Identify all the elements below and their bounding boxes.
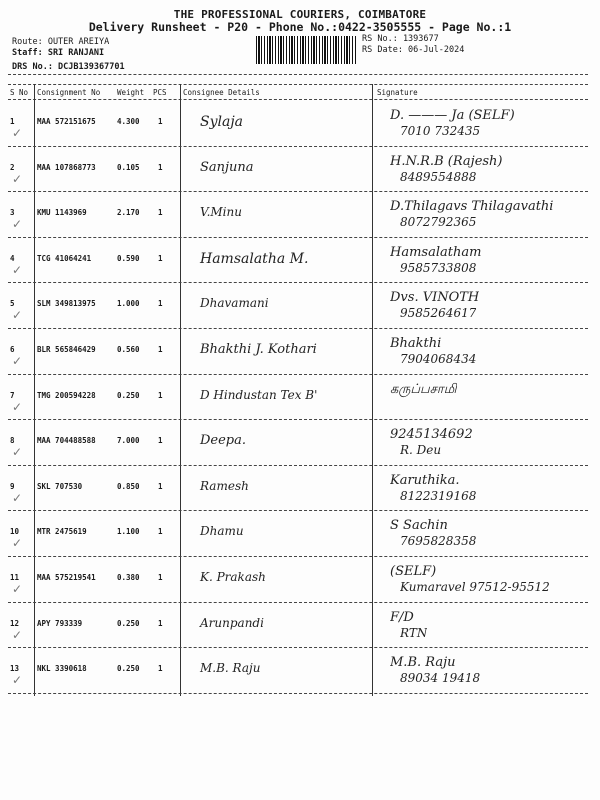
row-pcs: 1 [158, 162, 163, 172]
check-mark-icon: ✓ [12, 673, 23, 688]
row-weight: 1.000 [117, 299, 140, 309]
row-consignee-name: Hamsalatha M. [200, 250, 309, 267]
row-signature: M.B. Raju [390, 655, 456, 671]
row-sno: 11 [10, 573, 20, 582]
staff-text: Staff: SRI RANJANI [12, 48, 105, 58]
row-divider [8, 146, 588, 147]
row-consignee-name: Bhakthi J. Kothari [200, 342, 317, 357]
row-consignee-name: V.Minu [200, 205, 242, 220]
row-weight: 0.590 [117, 253, 140, 263]
row-signature-phone: R. Deu [400, 443, 442, 458]
row-consignment-no: TCG 41064241 [37, 253, 92, 263]
col-header-signature: Signature [377, 88, 418, 97]
row-consignee-name: K. Prakash [200, 570, 266, 584]
check-mark-icon: ✓ [12, 308, 23, 323]
col-header-sno: S No [10, 88, 29, 97]
row-signature-phone: 7904068434 [400, 352, 477, 366]
col-header-consignment: Consignment No [37, 88, 101, 97]
row-sno: 1 [10, 117, 15, 126]
row-signature: D.Thilagavs Thilagavathi [390, 199, 554, 215]
runsheet-subtitle: Delivery Runsheet - P20 - Phone No.:0422-3505555 - Page No.:1 [88, 20, 512, 34]
row-consignee-name: D Hindustan Tex B' [200, 387, 318, 402]
row-divider [8, 556, 588, 557]
row-divider [8, 510, 588, 511]
check-mark-icon: ✓ [12, 217, 23, 232]
row-divider [8, 419, 588, 420]
row-divider [8, 693, 588, 694]
row-signature: H.N.R.B (Rajesh) [390, 153, 503, 169]
row-sno: 13 [10, 664, 20, 674]
row-divider [8, 237, 588, 238]
drs-number: DRS No.: DCJB139367701 [12, 62, 125, 72]
check-mark-icon: ✓ [12, 627, 23, 642]
column-rule [34, 84, 35, 696]
row-sno: 10 [10, 527, 20, 537]
barcode-image [256, 36, 356, 64]
row-divider [8, 282, 588, 283]
row-consignment-no: NKL 3390618 [37, 664, 87, 674]
row-signature-phone: 7010 732435 [400, 124, 481, 138]
row-consignment-no: BLR 565846429 [37, 345, 96, 354]
row-consignee-name: Dhamu [200, 524, 244, 539]
check-mark-icon: ✓ [12, 582, 23, 596]
check-mark-icon: ✓ [12, 490, 23, 505]
row-signature: F/D [390, 609, 414, 625]
row-divider [8, 602, 588, 603]
row-signature: கருப்பசாமி [390, 381, 457, 397]
row-pcs: 1 [158, 117, 163, 126]
row-consignment-no: MTR 2475619 [37, 527, 87, 537]
row-weight: 0.850 [117, 481, 140, 491]
row-consignment-no: MAA 704488588 [37, 436, 96, 446]
check-mark-icon: ✓ [12, 536, 23, 551]
row-pcs: 1 [158, 618, 163, 628]
row-signature: Hamsalatham [390, 244, 482, 260]
col-header-pcs: PCS [153, 88, 167, 97]
rs-number: RS No.: 1393677 [362, 34, 439, 44]
company-title: THE PROFESSIONAL COURIERS, COIMBATORE [173, 8, 427, 21]
row-weight: 4.300 [117, 117, 140, 126]
row-weight: 0.250 [117, 664, 140, 674]
row-signature-phone: Kumaravel 97512-95512 [400, 580, 550, 594]
row-signature: S Sachin [390, 518, 448, 534]
row-signature-phone: 9585733808 [400, 260, 477, 275]
row-pcs: 1 [158, 299, 163, 309]
row-consignee-name: Sylaja [200, 114, 244, 130]
row-weight: 0.105 [117, 162, 140, 172]
divider [8, 99, 588, 100]
row-consignment-no: KMU 1143969 [37, 208, 87, 218]
row-weight: 0.250 [117, 390, 140, 400]
row-sno: 5 [10, 299, 15, 309]
row-sno: 9 [10, 481, 15, 491]
row-weight: 1.100 [117, 527, 140, 537]
row-consignment-no: SKL 707530 [37, 481, 83, 491]
row-sno: 6 [10, 345, 15, 354]
row-sno: 4 [10, 253, 15, 263]
column-rule [180, 84, 181, 696]
row-signature-phone: 9585264617 [400, 306, 477, 321]
row-divider [8, 328, 588, 329]
row-sno: 12 [10, 618, 20, 628]
row-signature-phone: RTN [400, 625, 428, 640]
row-signature: D. ——— Ja (SELF) [390, 108, 515, 123]
row-weight: 0.380 [117, 573, 140, 582]
row-consignment-no: MAA 572151675 [37, 117, 96, 126]
row-consignment-no: TMG 200594228 [37, 390, 96, 400]
row-consignee-name: M.B. Raju [200, 661, 261, 676]
check-mark-icon: ✓ [12, 171, 23, 186]
divider [8, 74, 588, 75]
row-consignee-name: Deepa. [200, 433, 247, 449]
row-weight: 0.250 [117, 618, 140, 628]
row-signature-phone: 89034 19418 [400, 671, 481, 686]
row-sno: 3 [10, 208, 15, 218]
row-consignee-name: Arunpandi [200, 615, 264, 630]
row-divider [8, 647, 588, 648]
col-header-consignee: Consignee Details [183, 88, 260, 97]
row-pcs: 1 [158, 664, 163, 674]
row-pcs: 1 [158, 481, 163, 491]
row-signature: Dvs. VINOTH [390, 290, 480, 306]
row-consignment-no: APY 793339 [37, 618, 83, 628]
row-consignment-no: MAA 107868773 [37, 162, 96, 172]
check-mark-icon: ✓ [12, 126, 23, 140]
check-mark-icon: ✓ [12, 262, 23, 277]
check-mark-icon: ✓ [12, 399, 23, 414]
row-signature-phone: 8122319168 [400, 488, 477, 503]
row-consignee-name: Ramesh [200, 478, 249, 493]
row-divider [8, 374, 588, 375]
row-weight: 7.000 [117, 436, 140, 446]
row-signature: Karuthika. [390, 472, 460, 488]
row-consignment-no: SLM 349813975 [37, 299, 96, 309]
row-pcs: 1 [158, 573, 163, 582]
row-signature-phone: 8489554888 [400, 169, 477, 184]
row-pcs: 1 [158, 253, 163, 263]
row-signature: (SELF) [390, 564, 437, 579]
row-pcs: 1 [158, 345, 163, 354]
row-sno: 7 [10, 390, 15, 400]
row-divider [8, 465, 588, 466]
rs-date: RS Date: 06-Jul-2024 [362, 45, 465, 55]
row-pcs: 1 [158, 390, 163, 400]
row-pcs: 1 [158, 208, 163, 218]
check-mark-icon: ✓ [12, 445, 23, 460]
divider [8, 84, 588, 85]
row-weight: 0.560 [117, 345, 140, 354]
row-pcs: 1 [158, 436, 163, 446]
row-signature-phone: 8072792365 [400, 215, 477, 230]
row-signature: 9245134692 [390, 427, 473, 443]
check-mark-icon: ✓ [12, 354, 23, 368]
row-divider [8, 191, 588, 192]
row-signature-phone: 7695828358 [400, 534, 477, 549]
route-text: Route: OUTER AREIYA [12, 37, 110, 47]
row-sno: 2 [10, 162, 15, 172]
row-consignee-name: Dhavamani [200, 296, 269, 311]
row-sno: 8 [10, 436, 15, 446]
row-consignment-no: MAA 575219541 [37, 573, 96, 582]
col-header-weight: Weight [117, 88, 145, 97]
row-consignee-name: Sanjuna [200, 159, 254, 175]
row-weight: 2.170 [117, 208, 140, 218]
row-signature: Bhakthi [390, 336, 442, 351]
column-rule [372, 84, 373, 696]
row-pcs: 1 [158, 527, 163, 537]
